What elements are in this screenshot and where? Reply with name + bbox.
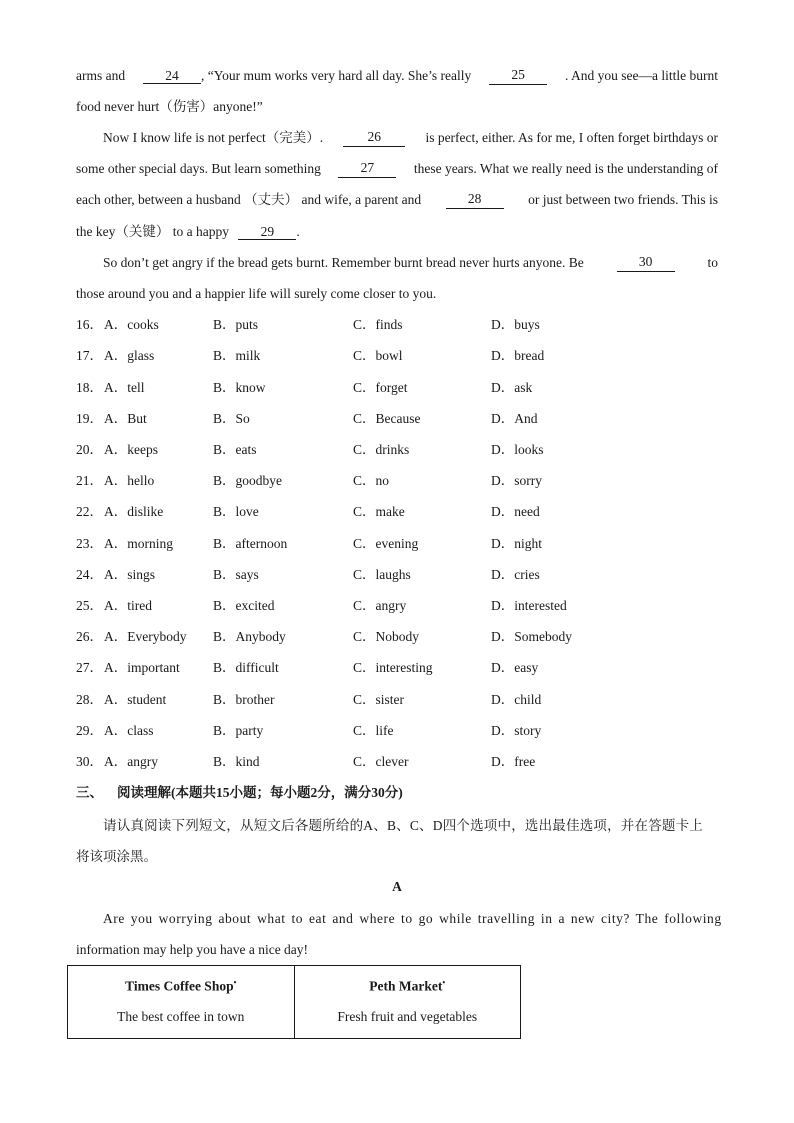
option-b[interactable]: B．afternoon — [213, 536, 288, 551]
section-number: 三、 — [76, 785, 103, 800]
table-heading: Times Coffee Shop• — [125, 978, 237, 994]
option-a[interactable]: A．angry — [104, 754, 158, 769]
blank-27: 27 — [338, 160, 396, 178]
option-a[interactable]: A．cooks — [104, 317, 159, 332]
option-d[interactable]: D．looks — [491, 442, 544, 457]
option-a[interactable]: A．dislike — [104, 504, 164, 519]
option-c[interactable]: C．sister — [353, 692, 405, 707]
blank-28: 28 — [446, 191, 504, 209]
option-b[interactable]: B．excited — [213, 598, 275, 613]
question-row — [76, 753, 716, 771]
option-b[interactable]: B．love — [213, 504, 259, 519]
option-a[interactable]: A．important — [104, 660, 180, 675]
option-b[interactable]: B．puts — [213, 317, 259, 332]
question-row — [76, 535, 716, 553]
option-b[interactable]: B．eats — [213, 442, 257, 457]
blank-30: 30 — [617, 254, 675, 272]
text: to — [707, 255, 718, 270]
table-text: Fresh fruit and vegetables — [337, 1008, 478, 1024]
question-number: 19． — [76, 411, 103, 426]
option-c[interactable]: C．angry — [353, 598, 407, 613]
table-heading: Peth Market• — [369, 978, 446, 994]
instructions: 请认真阅读下列短文，从短文后各题所给的A、B、C、D四个选项中，选出最佳选项，并在答题卡上 — [103, 818, 704, 833]
option-c[interactable]: C．clever — [353, 754, 409, 769]
question-row — [76, 410, 716, 428]
question-number: 26． — [76, 629, 103, 644]
question-row — [76, 347, 716, 365]
option-a[interactable]: A．But — [104, 411, 147, 426]
passage-line — [76, 223, 718, 241]
option-c[interactable]: C．Nobody — [353, 629, 420, 644]
option-d[interactable]: D．story — [491, 723, 542, 738]
option-c[interactable]: C．life — [353, 723, 394, 738]
option-a[interactable]: A．morning — [104, 536, 173, 551]
text: So don’t get angry if the bread gets burnt. Remember burnt bread never hurts anyone. Be — [103, 255, 584, 270]
passage-line — [76, 191, 718, 209]
option-a[interactable]: A．Everybody — [104, 629, 187, 644]
question-row — [76, 441, 716, 459]
question-number: 25． — [76, 598, 103, 613]
option-d[interactable]: D．night — [491, 536, 543, 551]
option-d[interactable]: D．buys — [491, 317, 540, 332]
text: these years. What we really need is the understanding of — [413, 161, 718, 176]
option-c[interactable]: C．drinks — [353, 442, 410, 457]
text: Are you worrying about what to eat and where to go while travelling in a new city? The following — [103, 911, 722, 926]
question-number: 20． — [76, 442, 103, 457]
question-row — [76, 566, 716, 584]
option-c[interactable]: C．interesting — [353, 660, 433, 675]
option-d[interactable]: D．child — [491, 692, 542, 707]
option-a[interactable]: A．glass — [104, 348, 155, 363]
question-row — [76, 503, 716, 521]
section-heading — [76, 784, 403, 802]
text: arms and — [76, 68, 126, 83]
question-row — [76, 316, 716, 334]
text: . And you see—a little burnt — [564, 68, 718, 83]
question-number: 27． — [76, 660, 103, 675]
question-number: 30． — [76, 754, 103, 769]
passage-line — [76, 67, 718, 85]
option-c[interactable]: C．no — [353, 473, 390, 488]
question-number: 18． — [76, 380, 103, 395]
option-c[interactable]: C．finds — [353, 317, 403, 332]
blank-26: 26 — [343, 129, 405, 147]
option-a[interactable]: A．student — [104, 692, 167, 707]
question-number: 17． — [76, 348, 103, 363]
option-a[interactable]: A．sings — [104, 567, 156, 582]
blank-29: 29 — [238, 224, 296, 240]
option-a[interactable]: A．tired — [104, 598, 152, 613]
question-number: 23． — [76, 536, 103, 551]
passage-line — [103, 129, 718, 147]
intro-line: information may help you have a nice day! — [76, 942, 309, 957]
text: is perfect, either. As for me, I often forget birthdays or — [425, 130, 718, 145]
option-b[interactable]: B．So — [213, 411, 250, 426]
question-number: 16． — [76, 317, 103, 332]
question-number: 28． — [76, 692, 103, 707]
option-d[interactable]: D．bread — [491, 348, 545, 363]
table-text: The best coffee in town — [117, 1008, 245, 1024]
option-d[interactable]: D．interested — [491, 598, 567, 613]
question-row — [76, 379, 716, 397]
option-c[interactable]: C．Because — [353, 411, 421, 426]
option-d[interactable]: D．free — [491, 754, 536, 769]
text: the key（关键） to a happy — [76, 224, 229, 239]
option-a[interactable]: A．tell — [104, 380, 145, 395]
question-row — [76, 472, 716, 490]
passage-line: food never hurt（伤害）anyone!” — [76, 99, 263, 114]
question-number: 22． — [76, 504, 103, 519]
question-number: 29． — [76, 723, 103, 738]
option-c[interactable]: C．bowl — [353, 348, 403, 363]
option-c[interactable]: C．evening — [353, 536, 419, 551]
option-d[interactable]: D．And — [491, 411, 538, 426]
part-label: A — [392, 879, 402, 894]
option-b[interactable]: B．party — [213, 723, 264, 738]
option-d[interactable]: D．sorry — [491, 473, 542, 488]
info-table — [67, 965, 521, 1039]
option-d[interactable]: D．need — [491, 504, 540, 519]
option-c[interactable]: C．forget — [353, 380, 408, 395]
option-d[interactable]: D．easy — [491, 660, 539, 675]
blank-24: 24 — [143, 68, 201, 84]
text: each other, between a husband （丈夫） and wife, a parent and — [76, 192, 422, 207]
question-number: 21． — [76, 473, 103, 488]
passage-line — [76, 160, 718, 178]
question-row — [76, 597, 716, 615]
text: , “Your mum works very hard all day. She’s really — [200, 68, 472, 83]
passage-line: those around you and a happier life will surely come closer to you. — [76, 286, 437, 301]
intro-line — [103, 910, 722, 928]
question-row — [76, 691, 716, 709]
passage-line — [103, 254, 718, 272]
table-cell — [294, 966, 521, 1039]
option-b[interactable]: B．brother — [213, 692, 275, 707]
instructions: 将该项涂黑。 — [76, 849, 157, 864]
option-c[interactable]: C．make — [353, 504, 405, 519]
option-b[interactable]: B．know — [213, 380, 266, 395]
text: some other special days. But learn something — [76, 161, 321, 176]
option-c[interactable]: C．laughs — [353, 567, 411, 582]
question-row — [76, 628, 716, 646]
table-cell — [68, 966, 295, 1039]
text: Now I know life is not perfect（完美）. — [103, 130, 324, 145]
option-b[interactable]: B．says — [213, 567, 259, 582]
option-b[interactable]: B．kind — [213, 754, 260, 769]
option-d[interactable]: D．Somebody — [491, 629, 572, 644]
option-d[interactable]: D．cries — [491, 567, 540, 582]
option-b[interactable]: B．Anybody — [213, 629, 286, 644]
question-row — [76, 722, 716, 740]
blank-25: 25 — [489, 67, 547, 85]
option-d[interactable]: D．ask — [491, 380, 533, 395]
option-a[interactable]: A．class — [104, 723, 154, 738]
section-title: 阅读理解(本题共15小题；每小题2分，满分30分) — [117, 785, 403, 800]
text: . — [296, 224, 300, 239]
question-row — [76, 659, 716, 677]
question-number: 24． — [76, 567, 103, 582]
option-b[interactable]: B．difficult — [213, 660, 279, 675]
option-a[interactable]: A．hello — [104, 473, 155, 488]
option-a[interactable]: A．keeps — [104, 442, 158, 457]
option-b[interactable]: B．goodbye — [213, 473, 282, 488]
text: or just between two friends. This is — [528, 192, 718, 207]
option-b[interactable]: B．milk — [213, 348, 261, 363]
